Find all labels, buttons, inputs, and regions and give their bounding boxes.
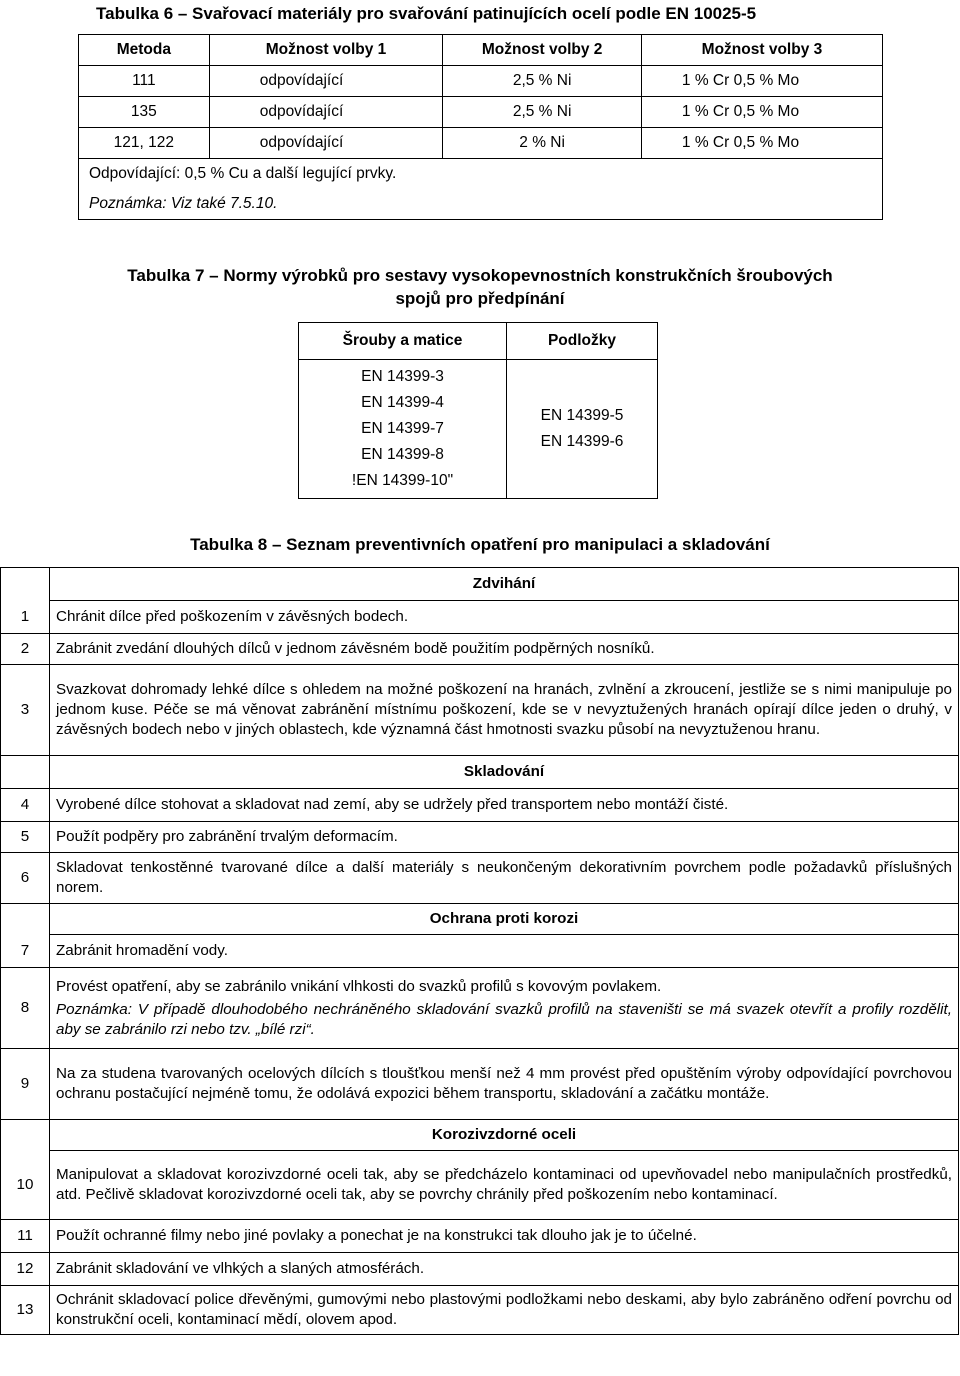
item-text: Na za studena tvarovaných ocelových dílcích s tloušťkou menší než 4 mm provést před opuštěním výroby odpovídající povrchovou ochranu postačující nejméně tomu, že odolává expozici během transportu, skladování a začátku montáže. <box>50 1049 959 1120</box>
item-number: 3 <box>1 665 50 756</box>
table-cell: 2 % Ni <box>443 128 642 159</box>
item-text: Chránit dílce před poškozením v závěsných bodech. <box>50 601 959 634</box>
table-row <box>1 1253 959 1286</box>
table7-header-row <box>299 323 658 360</box>
item-number: 4 <box>1 789 50 822</box>
item-text: Manipulovat a skladovat korozivzdorné oceli tak, aby se předcházelo kontaminaci od upevňovadel nebo manipulačních prostředků, atd. Pečlivě skladovat korozivzdorné oceli tak, aby se povrchy chránily před poškozením nebo kontaminací. <box>50 1151 959 1220</box>
table-note-row <box>79 189 883 220</box>
table6-remark: Poznámka: Viz také 7.5.10. <box>79 189 883 220</box>
item-number: 13 <box>1 1286 50 1335</box>
table6-header: Metoda <box>79 35 210 66</box>
table-row <box>1 665 959 756</box>
standard-item: EN 14399-8 <box>361 446 444 463</box>
section-heading-stainless: Korozivzdorné oceli <box>50 1120 959 1151</box>
table-row <box>1 1220 959 1253</box>
table-cell: 121, 122 <box>79 128 210 159</box>
item-cell <box>50 968 959 1049</box>
table-cell: odpovídající <box>209 128 443 159</box>
item-text: Použít ochranné filmy nebo jiné povlaky a ponechat je na konstrukci tak dlouho jak je to účelné. <box>50 1220 959 1253</box>
table-row <box>1 789 959 822</box>
table-row <box>79 128 883 159</box>
section-heading-storage: Skladování <box>50 756 959 789</box>
table-cell: 1 % Cr 0,5 % Mo <box>641 66 882 97</box>
table6-header: Možnost volby 1 <box>209 35 443 66</box>
washers-cell <box>507 360 658 499</box>
item-number: 10 <box>1 1151 50 1220</box>
standard-item: EN 14399-5 <box>540 407 624 424</box>
standard-item: EN 14399-3 <box>361 368 444 385</box>
standard-item: EN 14399-6 <box>540 433 624 450</box>
table-row <box>1 968 959 1049</box>
table7-title-line1: Tabulka 7 – Normy výrobků pro sestavy vysokopevnostních konstrukčních šroubových <box>127 266 833 285</box>
item-text: Svazkovat dohromady lehké dílce s ohledem na možné poškození na hranách, zvlnění a zkroucení, jestliže se s nimi manipuluje po jednom kuse. Péče se má věnovat zabránění místnímu poškození, kde se v nevyztužených hranách opírají dílce jeden o druhý, v závěsných bodech nebo v jiných oblastech, kde významná část hmotnosti svazku působí na nevyztuženou hranu. <box>50 665 959 756</box>
table7-title-line2: spojů pro předpínání <box>395 289 565 308</box>
item-number: 5 <box>1 822 50 853</box>
table6-header-row <box>79 35 883 66</box>
table8 <box>0 567 959 1335</box>
section-row <box>1 1120 959 1151</box>
table7-header: Šrouby a matice <box>299 323 507 360</box>
item-number: 6 <box>1 853 50 904</box>
table7-header: Podložky <box>507 323 658 360</box>
bolts-cell <box>299 360 507 499</box>
table-row <box>1 634 959 665</box>
table-row <box>1 853 959 904</box>
item-text: Zabránit hromadění vody. <box>50 935 959 968</box>
table6-note: Odpovídající: 0,5 % Cu a další legující prvky. <box>79 159 883 190</box>
standard-item: EN 14399-7 <box>361 420 444 437</box>
table7 <box>298 322 658 499</box>
table-row <box>1 1286 959 1335</box>
item-text: Zabránit zvedání dlouhých dílců v jednom závěsném bodě použitím podpěrných nosníků. <box>50 634 959 665</box>
table-row <box>1 935 959 968</box>
item-number: 8 <box>1 968 50 1049</box>
item-note: Poznámka: V případě dlouhodobého nechráněného skladování svazků profilů na staveništi se má svazek otevřít a profily rozdělit, aby se zabránilo rzi nebo tzv. „bílé rzi“. <box>56 1000 952 1038</box>
table-cell: 2,5 % Ni <box>443 97 642 128</box>
table7-title <box>40 264 920 310</box>
table8-title: Tabulka 8 – Seznam preventivních opatření pro manipulaci a skladování <box>190 535 770 554</box>
section-row <box>1 756 959 789</box>
item-number: 9 <box>1 1049 50 1120</box>
table-row <box>1 601 959 634</box>
section-heading-lifting: Zdvihání <box>50 568 959 601</box>
standard-item: EN 14399-4 <box>361 394 444 411</box>
table-row <box>1 1151 959 1220</box>
standard-item: !EN 14399-10" <box>351 472 454 489</box>
table-note-row <box>79 159 883 190</box>
table6-header: Možnost volby 2 <box>443 35 642 66</box>
table-row <box>79 66 883 97</box>
item-number: 2 <box>1 634 50 665</box>
table-row <box>79 97 883 128</box>
table-cell: odpovídající <box>209 66 443 97</box>
table-cell: 2,5 % Ni <box>443 66 642 97</box>
section-row <box>1 568 959 601</box>
section-row <box>1 904 959 935</box>
table-cell: 111 <box>79 66 210 97</box>
item-text: Ochránit skladovací police dřevěnými, gumovými nebo plastovými podložkami nebo deskami, aby bylo zabráněno odření povrchu od konstrukční oceli, kontaminací mědí, olovem apod. <box>50 1286 959 1335</box>
table-cell: 1 % Cr 0,5 % Mo <box>641 128 882 159</box>
item-number: 7 <box>1 935 50 968</box>
table6-title: Tabulka 6 – Svařovací materiály pro svařování patinujících ocelí podle EN 10025-5 <box>96 4 757 23</box>
table6-header: Možnost volby 3 <box>641 35 882 66</box>
item-text: Vyrobené dílce stohovat a skladovat nad zemí, aby se udržely před transportem nebo montáží čisté. <box>50 789 959 822</box>
item-text: Skladovat tenkostěnné tvarované dílce a další materiály s neukončeným dekorativním povrchem podle požadavků příslušných norem. <box>50 853 959 904</box>
table-cell: 135 <box>79 97 210 128</box>
table-row <box>299 360 658 499</box>
table-cell: odpovídající <box>209 97 443 128</box>
item-number: 1 <box>1 601 50 634</box>
table-row <box>1 822 959 853</box>
item-number: 11 <box>1 1220 50 1253</box>
item-text: Provést opatření, aby se zabránilo vnikání vlhkosti do svazků profilů s kovovým povlakem. <box>56 977 662 995</box>
table6 <box>78 34 883 220</box>
table-row <box>1 1049 959 1120</box>
item-number: 12 <box>1 1253 50 1286</box>
section-heading-corrosion: Ochrana proti korozi <box>50 904 959 935</box>
item-text: Zabránit skladování ve vlhkých a slaných atmosférách. <box>50 1253 959 1286</box>
table-cell: 1 % Cr 0,5 % Mo <box>641 97 882 128</box>
item-text: Použít podpěry pro zabránění trvalým deformacím. <box>50 822 959 853</box>
